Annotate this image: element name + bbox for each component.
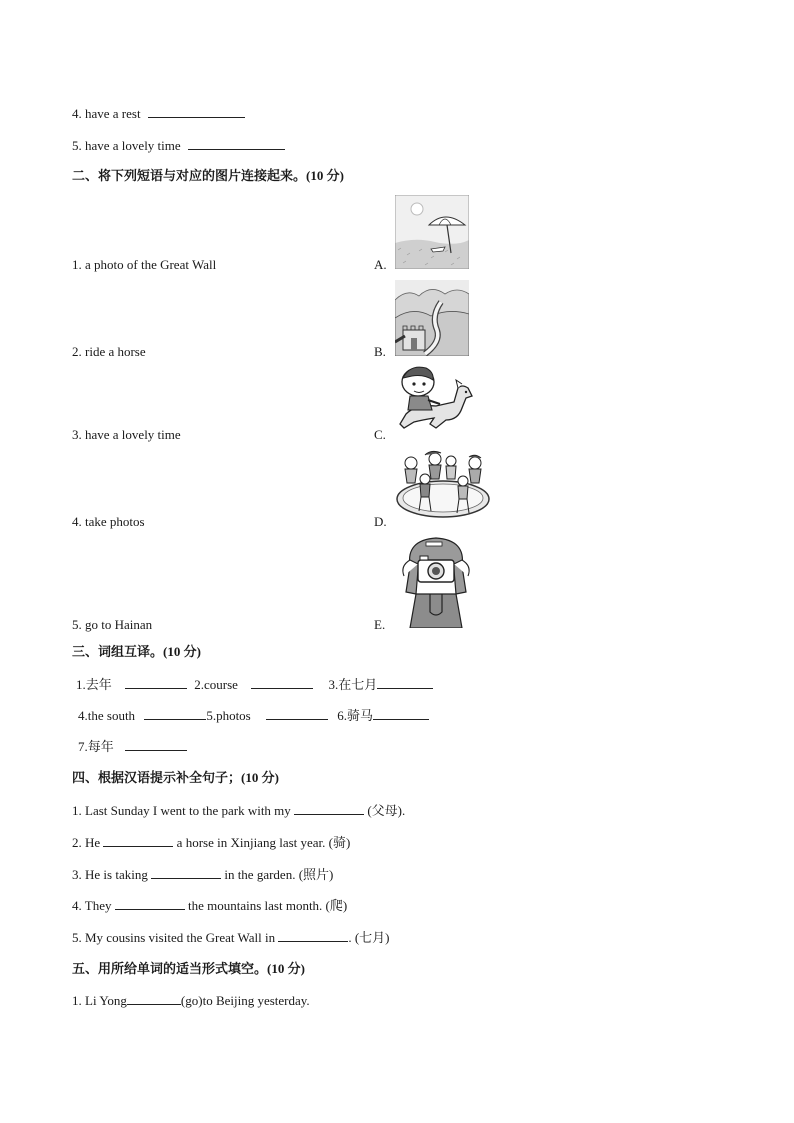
answer-blank[interactable] bbox=[115, 897, 185, 910]
answer-blank[interactable] bbox=[251, 676, 313, 689]
great-wall-image bbox=[395, 280, 469, 356]
fill-in-sentence-1: 1. Li Yong (go)to Beijing yesterday. bbox=[72, 993, 310, 1008]
match-phrase-2: 2. ride a horse bbox=[72, 344, 146, 359]
sentence-2: 2. He a horse in Xinjiang last year. (骑) bbox=[72, 835, 351, 850]
sentence-4: 4. They the mountains last month. (爬) bbox=[72, 898, 348, 913]
match-phrase-4: 4. take photos bbox=[72, 514, 145, 529]
section-5-heading: 五、用所给单词的适当形式填空。(10 分) bbox=[72, 961, 305, 977]
answer-blank[interactable] bbox=[151, 866, 221, 879]
answer-blank[interactable] bbox=[125, 676, 187, 689]
match-letter-c: C. bbox=[374, 427, 386, 442]
match-phrase-1: 1. a photo of the Great Wall bbox=[72, 257, 217, 272]
match-phrase-5: 5. go to Hainan bbox=[72, 617, 153, 632]
item-have-a-lovely-time: 5. have a lovely time bbox=[72, 137, 285, 154]
answer-blank[interactable] bbox=[278, 929, 348, 942]
translation-row-3: 7.每年 bbox=[78, 738, 187, 755]
boy-riding-horse-image bbox=[396, 362, 474, 434]
sentence-1: 1. Last Sunday I went to the park with my (父母). bbox=[72, 803, 406, 818]
match-letter-a: A. bbox=[374, 257, 387, 272]
section-4-heading: 四、根据汉语提示补全句子；(10 分) bbox=[72, 770, 279, 786]
translation-row-2: 4.the south 5.photos 6.骑马 bbox=[78, 707, 429, 724]
match-letter-e: E. bbox=[374, 617, 386, 632]
answer-blank[interactable] bbox=[377, 676, 433, 689]
girl-with-camera-image bbox=[396, 536, 476, 628]
answer-blank[interactable] bbox=[188, 137, 285, 150]
children-playing-image bbox=[395, 449, 491, 521]
answer-blank[interactable] bbox=[144, 707, 206, 720]
section-3-heading: 三、词组互译。(10 分) bbox=[72, 644, 201, 660]
sentence-5: 5. My cousins visited the Great Wall in . (七月) bbox=[72, 930, 390, 945]
answer-blank[interactable] bbox=[294, 802, 364, 815]
match-phrase-3: 3. have a lovely time bbox=[72, 427, 181, 442]
beach-umbrella-image bbox=[395, 195, 469, 269]
sentence-3: 3. He is taking in the garden. (照片) bbox=[72, 867, 334, 882]
answer-blank[interactable] bbox=[148, 105, 245, 118]
answer-blank[interactable] bbox=[373, 707, 429, 720]
answer-blank[interactable] bbox=[266, 707, 328, 720]
answer-blank[interactable] bbox=[127, 992, 181, 1005]
item-have-a-rest: 4. have a rest bbox=[72, 105, 245, 122]
translation-row-1: 1.去年 2.course 3.在七月 bbox=[76, 676, 433, 693]
section-2-heading: 二、将下列短语与对应的图片连接起来。(10 分) bbox=[72, 168, 344, 184]
match-letter-d: D. bbox=[374, 514, 387, 529]
answer-blank[interactable] bbox=[103, 834, 173, 847]
answer-blank[interactable] bbox=[125, 738, 187, 751]
match-letter-b: B. bbox=[374, 344, 386, 359]
